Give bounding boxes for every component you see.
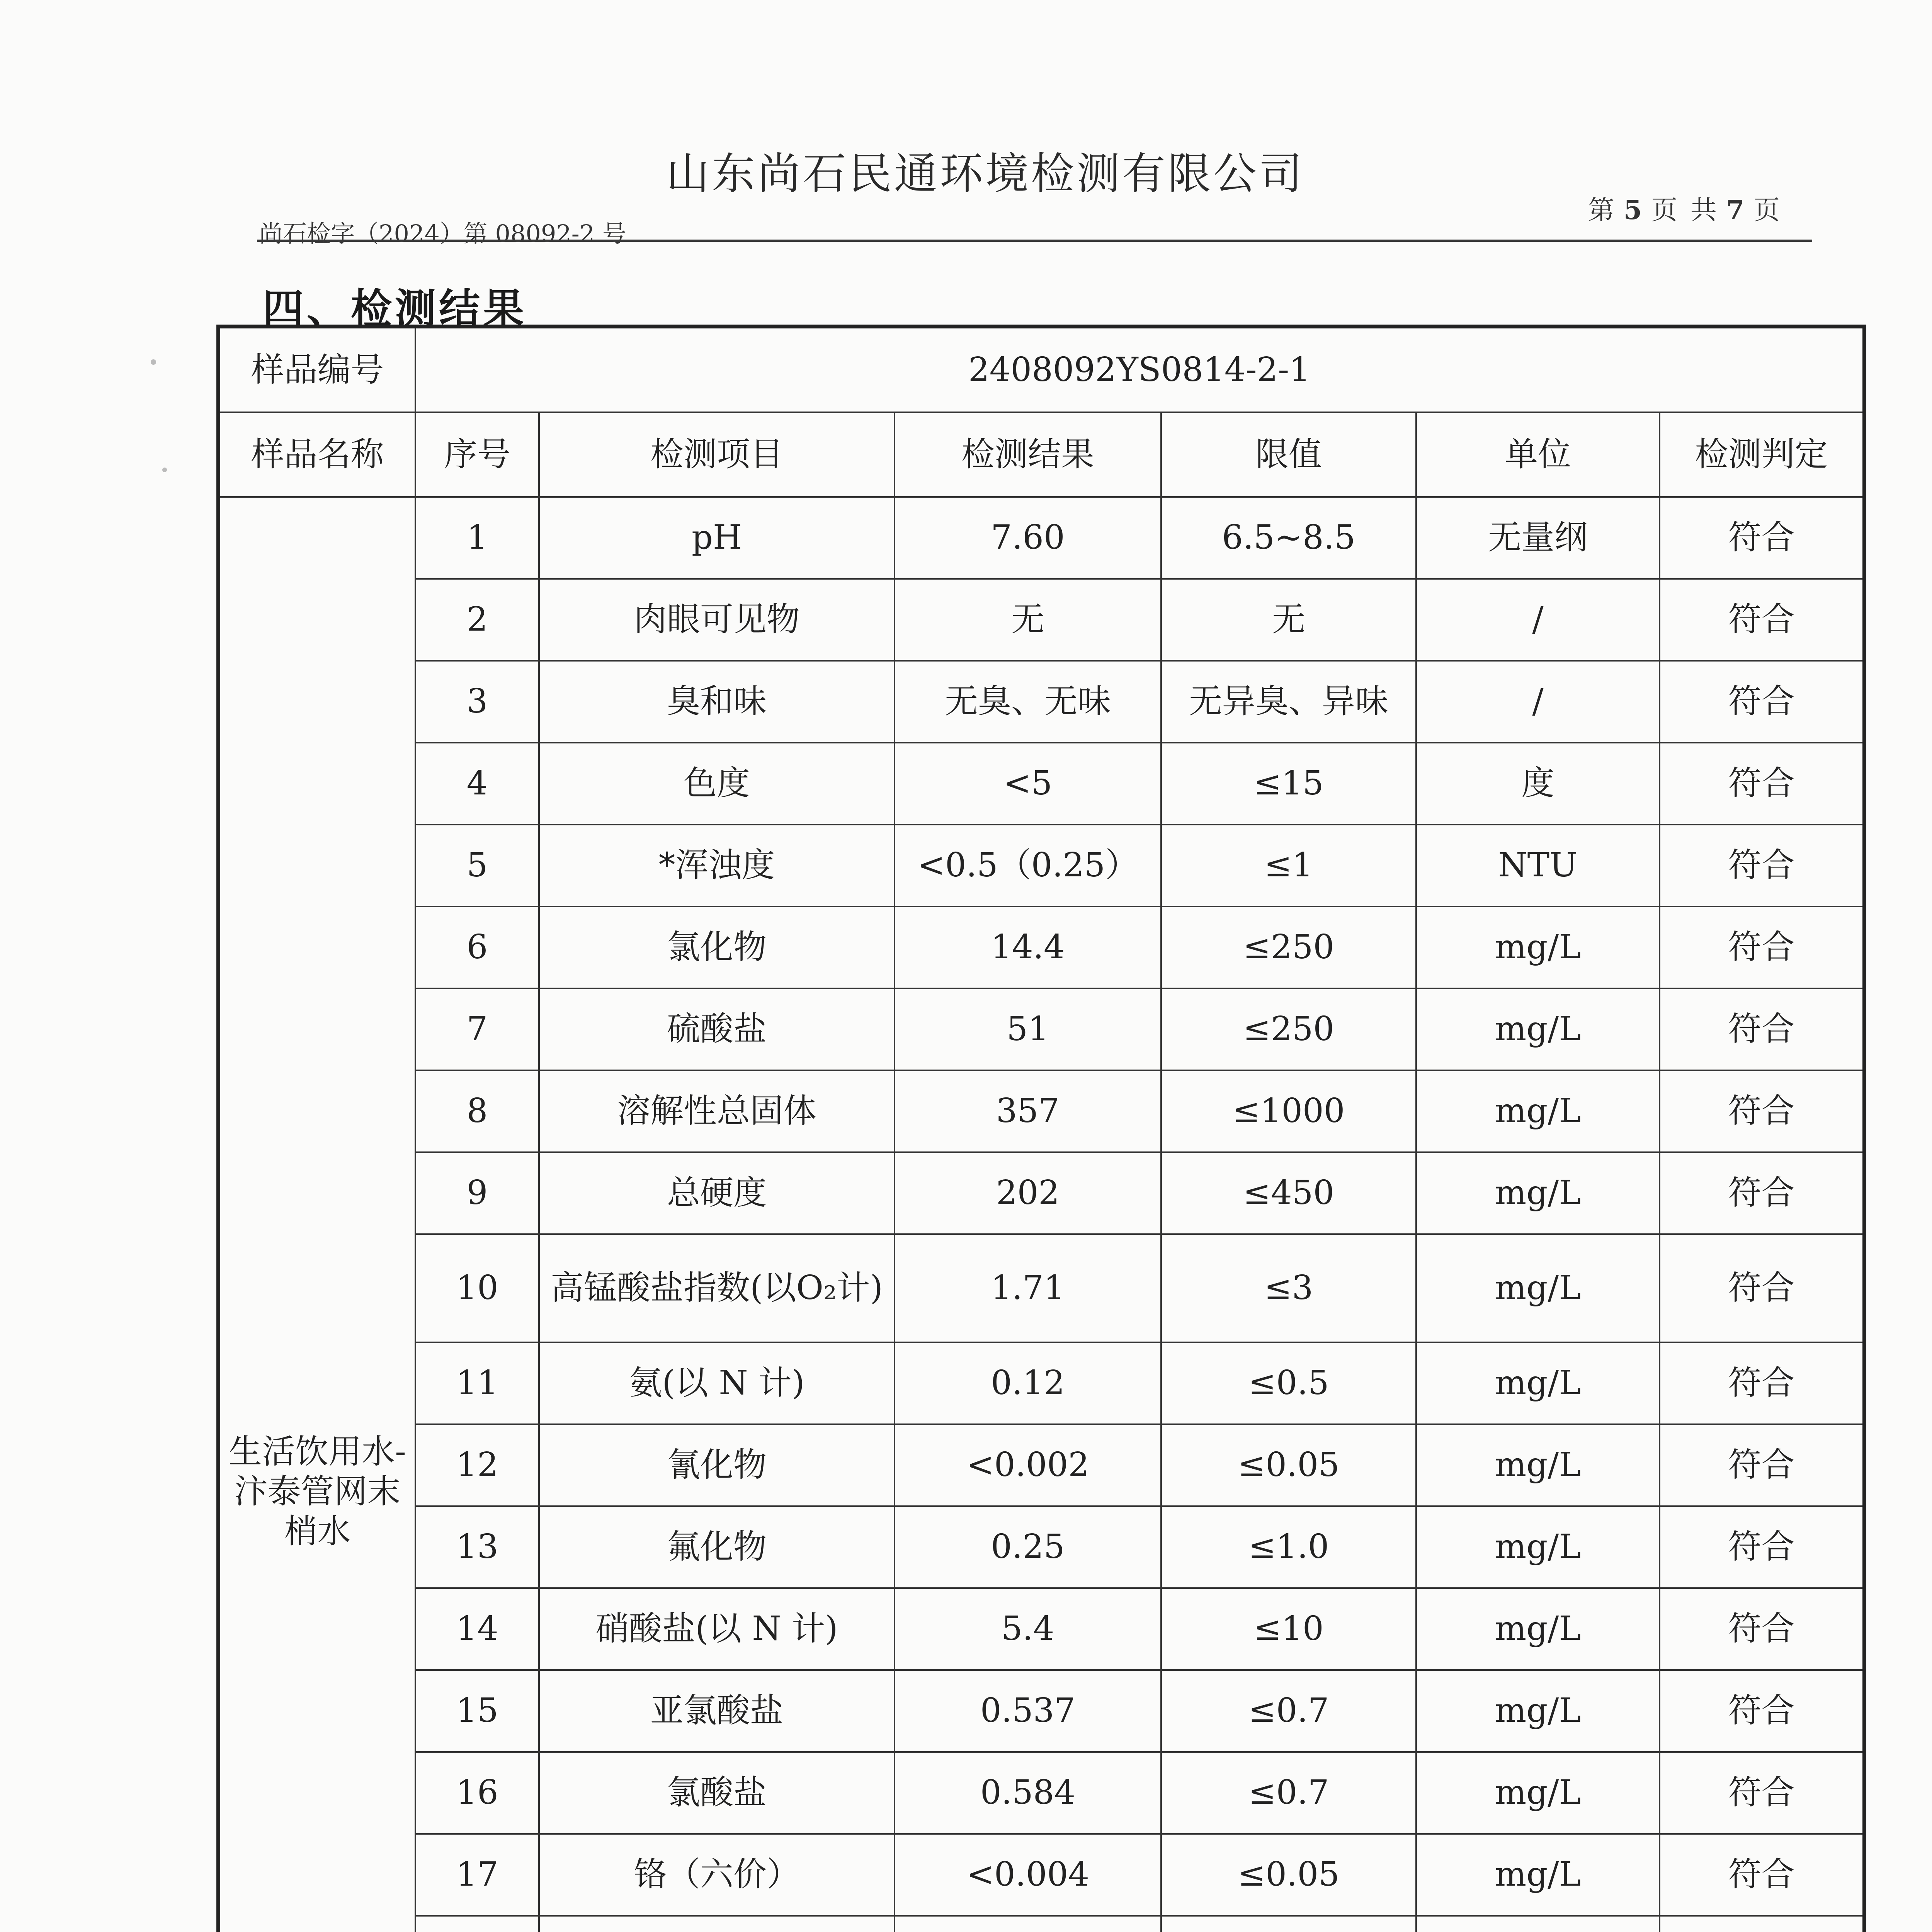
- row-judgment: 符合: [1660, 906, 1864, 988]
- section-title: 四、检测结果: [263, 284, 527, 333]
- row-item: 臭和味: [539, 661, 895, 743]
- table-row: [218, 1752, 1864, 1834]
- row-result: [895, 1916, 1161, 1932]
- sample-id-row: [218, 327, 1864, 412]
- row-unit: NTU: [1416, 825, 1660, 906]
- report-number: 尚石检字（2024）第 08092-2 号: [259, 219, 626, 248]
- row-item: 氟化物: [539, 1506, 895, 1588]
- row-item: 总硬度: [539, 1152, 895, 1234]
- page-prefix: 第: [1588, 195, 1617, 226]
- row-result: 0.584: [895, 1752, 1161, 1834]
- row-result: <5: [895, 743, 1161, 825]
- table-row: [218, 497, 1864, 579]
- row-limit: ≤0.05: [1161, 1834, 1416, 1916]
- col-limit: 限值: [1161, 412, 1416, 497]
- table-row: [218, 579, 1864, 661]
- row-index: 12: [415, 1424, 539, 1506]
- row-result: 0.25: [895, 1506, 1161, 1588]
- row-limit: ≤1.0: [1161, 1506, 1416, 1588]
- table-row: [218, 1234, 1864, 1342]
- row-index: 3: [415, 661, 539, 743]
- company-name: 山东尚石民通环境检测有限公司: [666, 149, 1304, 199]
- table-row: [218, 661, 1864, 743]
- row-item: 高锰酸盐指数(以O₂计): [539, 1234, 895, 1342]
- row-unit: mg/L: [1416, 1588, 1660, 1670]
- row-result: 51: [895, 988, 1161, 1070]
- row-unit: mg/L: [1416, 1834, 1660, 1916]
- row-limit: 无异臭、异味: [1161, 661, 1416, 743]
- row-index: [415, 1916, 539, 1932]
- row-limit: ≤450: [1161, 1152, 1416, 1234]
- row-index: 9: [415, 1152, 539, 1234]
- row-index: 4: [415, 743, 539, 825]
- row-result: 5.4: [895, 1588, 1161, 1670]
- row-unit: 无量纲: [1416, 497, 1660, 579]
- row-unit: mg/L: [1416, 1752, 1660, 1834]
- page-middle: 页 共: [1651, 195, 1719, 226]
- col-item: 检测项目: [539, 412, 895, 497]
- scan-speck: [162, 468, 167, 472]
- row-judgment: 符合: [1660, 988, 1864, 1070]
- scan-speck: [151, 359, 156, 365]
- page-number: [1588, 189, 1782, 227]
- row-index: 2: [415, 579, 539, 661]
- row-unit: mg/L: [1416, 988, 1660, 1070]
- row-judgment: 符合: [1660, 1506, 1864, 1588]
- row-result: 1.71: [895, 1234, 1161, 1342]
- row-index: 1: [415, 497, 539, 579]
- page-total: 7: [1726, 195, 1747, 226]
- row-unit: mg/L: [1416, 1070, 1660, 1152]
- row-limit: ≤1000: [1161, 1070, 1416, 1152]
- row-result: 无: [895, 579, 1161, 661]
- column-header-row: [218, 412, 1864, 497]
- row-index: 5: [415, 825, 539, 906]
- table-row: [218, 1916, 1864, 1932]
- row-item: 氨(以 N 计): [539, 1342, 895, 1424]
- row-index: 17: [415, 1834, 539, 1916]
- results-table: [216, 325, 1866, 1932]
- sample-id-label: 样品编号: [218, 327, 415, 412]
- col-sample-name: 样品名称: [218, 412, 415, 497]
- row-item: 硝酸盐(以 N 计): [539, 1588, 895, 1670]
- row-judgment: 符合: [1660, 1752, 1864, 1834]
- table-row: [218, 1152, 1864, 1234]
- sample-id-value: 2408092YS0814-2-1: [415, 327, 1864, 412]
- row-index: 14: [415, 1588, 539, 1670]
- row-index: 8: [415, 1070, 539, 1152]
- row-limit: ≤0.7: [1161, 1752, 1416, 1834]
- row-result: <0.5（0.25）: [895, 825, 1161, 906]
- page-current: 5: [1624, 195, 1645, 226]
- row-unit: mg/L: [1416, 1670, 1660, 1752]
- row-limit: ≤1: [1161, 825, 1416, 906]
- row-unit: /: [1416, 579, 1660, 661]
- row-result: 357: [895, 1070, 1161, 1152]
- row-limit: ≤0.7: [1161, 1670, 1416, 1752]
- row-result: <0.002: [895, 1424, 1161, 1506]
- row-item: 氯酸盐: [539, 1752, 895, 1834]
- table-row: [218, 743, 1864, 825]
- sample-name-cell: 生活饮用水-汴泰管网末梢水: [218, 497, 415, 1932]
- row-item: 色度: [539, 743, 895, 825]
- row-result: 7.60: [895, 497, 1161, 579]
- row-unit: mg/L: [1416, 1506, 1660, 1588]
- row-unit: mg/L: [1416, 1342, 1660, 1424]
- row-index: 6: [415, 906, 539, 988]
- row-item: 肉眼可见物: [539, 579, 895, 661]
- row-limit: ≤250: [1161, 988, 1416, 1070]
- row-item: 溶解性总固体: [539, 1070, 895, 1152]
- row-judgment: 符合: [1660, 1070, 1864, 1152]
- table-row: [218, 1834, 1864, 1916]
- table-row: [218, 1070, 1864, 1152]
- row-judgment: 符合: [1660, 1588, 1864, 1670]
- col-index: 序号: [415, 412, 539, 497]
- row-unit: /: [1416, 661, 1660, 743]
- header-divider: [257, 240, 1812, 242]
- table-row: [218, 1342, 1864, 1424]
- row-limit: [1161, 1916, 1416, 1932]
- col-judgment: 检测判定: [1660, 412, 1864, 497]
- row-judgment: 符合: [1660, 661, 1864, 743]
- row-judgment: 符合: [1660, 743, 1864, 825]
- row-judgment: 符合: [1660, 1234, 1864, 1342]
- row-judgment: 符合: [1660, 825, 1864, 906]
- row-item: 氰化物: [539, 1424, 895, 1506]
- row-result: 无臭、无味: [895, 661, 1161, 743]
- row-index: 11: [415, 1342, 539, 1424]
- row-limit: ≤15: [1161, 743, 1416, 825]
- table-row: [218, 1424, 1864, 1506]
- row-judgment: 符合: [1660, 497, 1864, 579]
- row-unit: mg/L: [1416, 1234, 1660, 1342]
- row-limit: ≤0.05: [1161, 1424, 1416, 1506]
- row-limit: ≤250: [1161, 906, 1416, 988]
- table-row: [218, 988, 1864, 1070]
- table-row: [218, 825, 1864, 906]
- col-result: 检测结果: [895, 412, 1161, 497]
- row-item: [539, 1916, 895, 1932]
- row-item: pH: [539, 497, 895, 579]
- row-index: 13: [415, 1506, 539, 1588]
- row-judgment: 符合: [1660, 1670, 1864, 1752]
- row-index: 16: [415, 1752, 539, 1834]
- row-unit: mg/L: [1416, 1152, 1660, 1234]
- row-judgment: 符合: [1660, 1342, 1864, 1424]
- table-row: [218, 1588, 1864, 1670]
- row-result: 14.4: [895, 906, 1161, 988]
- row-judgment: 符合: [1660, 1424, 1864, 1506]
- row-unit: [1416, 1916, 1660, 1932]
- row-result: 202: [895, 1152, 1161, 1234]
- row-index: 10: [415, 1234, 539, 1342]
- table-row: [218, 1506, 1864, 1588]
- row-limit: ≤0.5: [1161, 1342, 1416, 1424]
- row-item: 硫酸盐: [539, 988, 895, 1070]
- row-result: 0.537: [895, 1670, 1161, 1752]
- col-unit: 单位: [1416, 412, 1660, 497]
- row-unit: mg/L: [1416, 1424, 1660, 1506]
- row-item: 亚氯酸盐: [539, 1670, 895, 1752]
- row-item: *浑浊度: [539, 825, 895, 906]
- row-item: 铬（六价）: [539, 1834, 895, 1916]
- row-item: 氯化物: [539, 906, 895, 988]
- row-judgment: 符合: [1660, 1152, 1864, 1234]
- row-limit: ≤10: [1161, 1588, 1416, 1670]
- row-limit: 无: [1161, 579, 1416, 661]
- row-result: 0.12: [895, 1342, 1161, 1424]
- row-result: <0.004: [895, 1834, 1161, 1916]
- row-index: 7: [415, 988, 539, 1070]
- page-suffix: 页: [1753, 195, 1782, 226]
- row-judgment: 符合: [1660, 579, 1864, 661]
- row-index: 15: [415, 1670, 539, 1752]
- table-row: [218, 906, 1864, 988]
- table-row: [218, 1670, 1864, 1752]
- row-limit: ≤3: [1161, 1234, 1416, 1342]
- row-judgment: [1660, 1916, 1864, 1932]
- row-judgment: 符合: [1660, 1834, 1864, 1916]
- row-unit: mg/L: [1416, 906, 1660, 988]
- row-limit: 6.5~8.5: [1161, 497, 1416, 579]
- row-unit: 度: [1416, 743, 1660, 825]
